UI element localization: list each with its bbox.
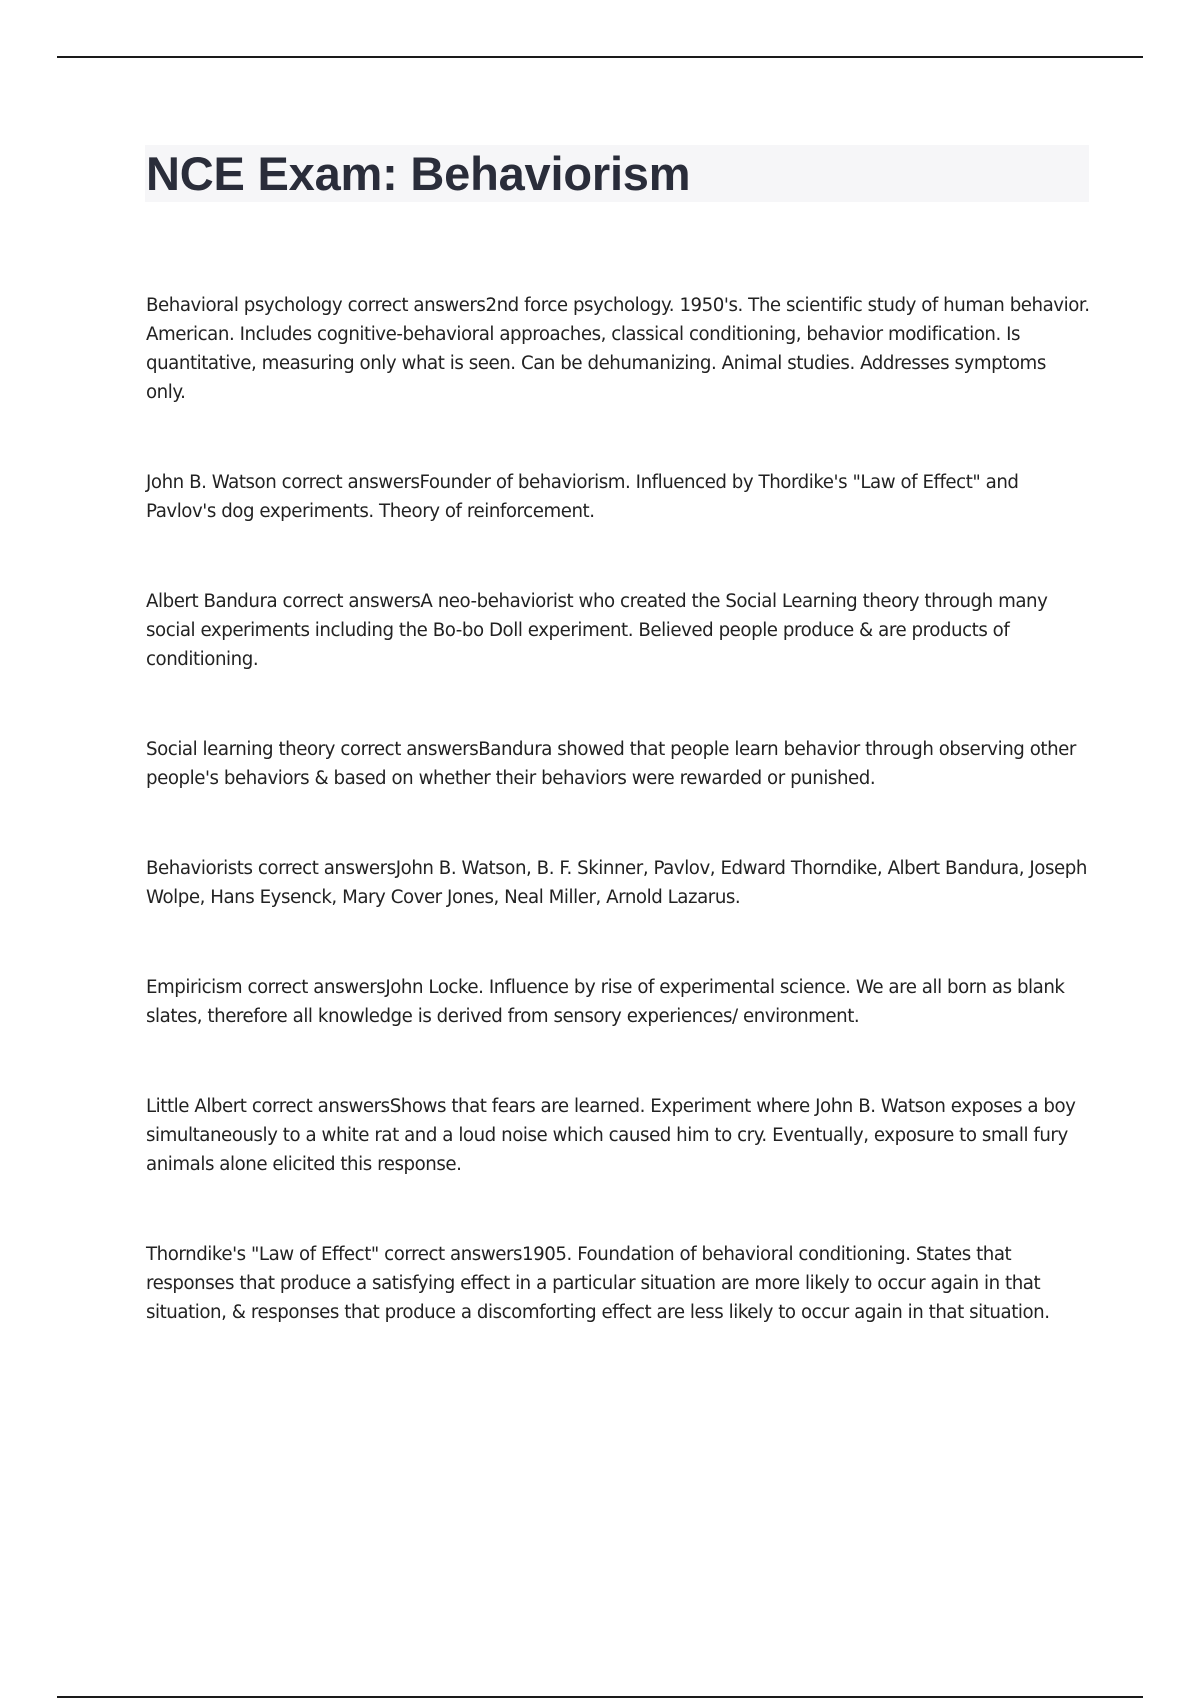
flashcard-entry xyxy=(146,468,1090,526)
flashcard-entry xyxy=(146,1240,1090,1327)
top-rule xyxy=(57,56,1143,58)
entry-definition: correct answersShows that fears are learned. Experiment where John B. Watson exposes a boy simultaneously to a white rat and a loud noise which caused him to cry. Eventually, exposure to small fury animals alone elicited this response. xyxy=(146,1096,1076,1175)
flashcard-entry xyxy=(146,587,1090,674)
flashcard-entry xyxy=(146,735,1090,793)
entry-definition: correct answers1905. Foundation of behavioral conditioning. States that responses that produce a satisfying effect in a particular situation are more likely to occur again in that situation, & responses that produce a discomforting effect are less likely to occur again in that situation. xyxy=(146,1244,1050,1323)
entry-term: Behavioral psychology xyxy=(146,295,343,316)
page-title: NCE Exam: Behaviorism xyxy=(146,147,691,200)
entry-term: Social learning theory xyxy=(146,739,335,760)
entry-term: Albert Bandura xyxy=(146,591,278,612)
flashcard-entry xyxy=(146,973,1090,1031)
flashcard-entry xyxy=(146,1092,1090,1179)
entry-definition: correct answersFounder of behaviorism. Influenced by Thordike's "Law of Effect" and Pavlov's dog experiments. Theory of reinforcement. xyxy=(146,472,1019,522)
entry-definition: correct answersA neo-behaviorist who created the Social Learning theory through many social experiments including the Bo-bo Doll experiment. Believed people produce & are products of conditioning. xyxy=(146,591,1048,670)
entry-term: Thorndike's "Law of Effect" xyxy=(146,1244,379,1265)
entry-definition: correct answersJohn Locke. Influence by rise of experimental science. We are all born as blank slates, therefore all knowledge is derived from sensory experiences/ environment. xyxy=(146,977,1065,1027)
entry-term: Little Albert xyxy=(146,1096,247,1117)
bottom-rule xyxy=(57,1696,1143,1698)
entry-definition: correct answersBandura showed that people learn behavior through observing other people's behaviors & based on whether their behaviors were rewarded or punished. xyxy=(146,739,1076,789)
entry-definition: correct answersJohn B. Watson, B. F. Skinner, Pavlov, Edward Thorndike, Albert Bandura, Joseph Wolpe, Hans Eysenck, Mary Cover Jones, Neal Miller, Arnold Lazarus. xyxy=(146,858,1087,908)
flashcard-entry xyxy=(146,854,1090,912)
entry-term: Behaviorists xyxy=(146,858,253,879)
entry-definition: correct answers2nd force psychology. 1950's. The scientific study of human behavior. American. Includes cognitive-behavioral approaches, classical conditioning, behavior modification. Is quantitative, measuring only what is seen. Can be dehumanizing. Animal studies. Addresses symptoms only. xyxy=(146,295,1090,403)
flashcard-list xyxy=(146,291,1090,1388)
flashcard-entry xyxy=(146,291,1090,407)
entry-term: John B. Watson xyxy=(146,472,277,493)
entry-term: Empiricism xyxy=(146,977,243,998)
